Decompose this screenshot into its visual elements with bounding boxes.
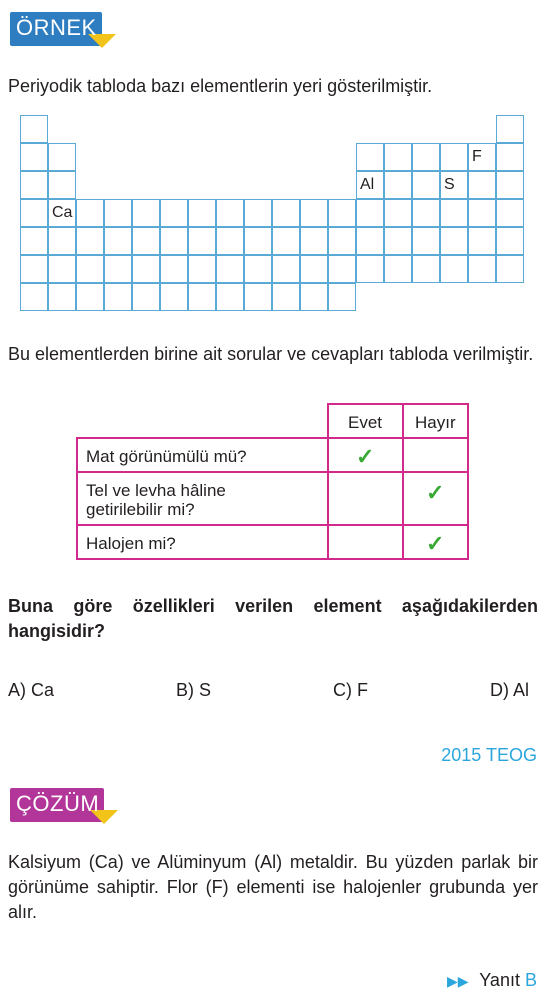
element-label-al: Al bbox=[360, 176, 375, 193]
choice-c[interactable]: C) F bbox=[333, 680, 368, 700]
table-cell bbox=[496, 143, 524, 171]
table-cell bbox=[496, 171, 524, 199]
table-cell bbox=[440, 227, 468, 255]
question-2: Tel ve levha hâline getirilebilir mi? bbox=[86, 481, 226, 519]
table-cell bbox=[76, 255, 104, 283]
table-cell bbox=[328, 199, 356, 227]
table-cell bbox=[132, 283, 160, 311]
table-cell bbox=[244, 283, 272, 311]
table-cell bbox=[468, 199, 496, 227]
table-cell bbox=[48, 171, 76, 199]
table-cell bbox=[356, 199, 384, 227]
solution-badge bbox=[10, 788, 112, 822]
qa-table bbox=[64, 403, 481, 567]
table-cell bbox=[188, 255, 216, 283]
choice-b[interactable]: B) S bbox=[176, 680, 212, 700]
question-3: Halojen mi? bbox=[86, 534, 176, 553]
header-hayir-cell bbox=[402, 403, 469, 439]
table-cell bbox=[412, 255, 440, 283]
table-cell bbox=[412, 143, 440, 171]
answer-prefix: Yanıt bbox=[479, 970, 520, 990]
table-cell bbox=[48, 143, 76, 171]
header-evet-cell bbox=[327, 403, 404, 439]
hayir-cell-1 bbox=[402, 437, 469, 473]
solution-text: Kalsiyum (Ca) ve Alüminyum (Al) metaldir. Bu yüzden parlak bir görünüme sahiptir. Flor (F) elementi ise halojenler grubunda yer alır. bbox=[8, 852, 538, 922]
table-cell bbox=[48, 199, 76, 227]
table-cell bbox=[160, 283, 188, 311]
periodic-table bbox=[15, 110, 529, 318]
table-cell bbox=[356, 143, 384, 171]
table-cell bbox=[132, 255, 160, 283]
table-cell bbox=[48, 283, 76, 311]
table-cell bbox=[132, 227, 160, 255]
table-cell bbox=[48, 227, 76, 255]
table-cell bbox=[384, 171, 412, 199]
table-cell bbox=[216, 199, 244, 227]
evet-cell-1 bbox=[327, 437, 404, 473]
table-cell bbox=[440, 199, 468, 227]
table-cell bbox=[468, 255, 496, 283]
table-cell bbox=[244, 199, 272, 227]
table-cell bbox=[272, 255, 300, 283]
table-cell bbox=[76, 199, 104, 227]
table-cell bbox=[20, 199, 48, 227]
table-cell bbox=[76, 283, 104, 311]
table-cell bbox=[300, 199, 328, 227]
table-cell bbox=[20, 115, 48, 143]
table-cell bbox=[20, 283, 48, 311]
table-cell bbox=[188, 283, 216, 311]
question-text: Buna göre özellikleri verilen element aşağıdakilerden hangisidir? bbox=[8, 596, 538, 641]
header-hayir: Hayır bbox=[415, 413, 456, 432]
question-cell-1 bbox=[76, 437, 329, 473]
table-intro-text: Bu elementlerden birine ait sorular ve cevapları tabloda verilmiştir. bbox=[8, 344, 534, 364]
intro-text: Periyodik tabloda bazı elementlerin yeri gösterilmiştir. bbox=[8, 76, 433, 96]
table-cell bbox=[244, 255, 272, 283]
table-cell bbox=[468, 227, 496, 255]
evet-cell-3 bbox=[327, 524, 404, 560]
choice-d[interactable]: D) Al bbox=[490, 680, 530, 700]
table-cell bbox=[412, 199, 440, 227]
header-evet: Evet bbox=[348, 413, 383, 432]
table-cell bbox=[328, 283, 356, 311]
element-label-f: F bbox=[472, 148, 482, 165]
table-cell bbox=[188, 199, 216, 227]
table-cell bbox=[300, 255, 328, 283]
table-cell bbox=[20, 227, 48, 255]
double-play-icon: ▶▶ bbox=[447, 973, 469, 989]
table-cell bbox=[300, 227, 328, 255]
table-cell bbox=[104, 227, 132, 255]
table-cell bbox=[104, 199, 132, 227]
hayir-cell-2 bbox=[402, 471, 469, 526]
table-cell bbox=[440, 255, 468, 283]
table-cell bbox=[384, 199, 412, 227]
table-cell bbox=[412, 227, 440, 255]
evet-cell-2 bbox=[327, 471, 404, 526]
source-label: 2015 TEOG bbox=[441, 745, 537, 765]
table-cell bbox=[216, 255, 244, 283]
table-cell bbox=[20, 171, 48, 199]
table-cell bbox=[440, 143, 468, 171]
hayir-cell-3 bbox=[402, 524, 469, 560]
table-cell bbox=[496, 199, 524, 227]
answer-letter: B bbox=[524, 970, 537, 990]
table-cell bbox=[496, 227, 524, 255]
check-icon: ✓ bbox=[426, 531, 445, 556]
table-cell bbox=[272, 283, 300, 311]
question-cell-2 bbox=[76, 471, 329, 526]
table-cell bbox=[20, 255, 48, 283]
table-cell bbox=[76, 227, 104, 255]
table-cell bbox=[412, 171, 440, 199]
question-cell-3 bbox=[76, 524, 329, 560]
table-cell bbox=[48, 255, 76, 283]
element-label-ca: Ca bbox=[52, 204, 73, 221]
table-cell bbox=[20, 143, 48, 171]
table-cell bbox=[104, 255, 132, 283]
table-cell bbox=[244, 227, 272, 255]
element-label-s: S bbox=[444, 176, 455, 193]
table-cell bbox=[384, 143, 412, 171]
choice-a[interactable]: A) Ca bbox=[8, 680, 55, 700]
table-cell bbox=[496, 255, 524, 283]
table-cell bbox=[216, 227, 244, 255]
table-cell bbox=[384, 255, 412, 283]
table-cell bbox=[328, 227, 356, 255]
solution-badge-label: ÇÖZÜM bbox=[16, 791, 100, 816]
table-cell bbox=[300, 283, 328, 311]
table-cell bbox=[272, 199, 300, 227]
table-cell bbox=[160, 227, 188, 255]
table-cell bbox=[468, 143, 496, 171]
table-cell bbox=[160, 199, 188, 227]
example-badge-label: ÖRNEK bbox=[16, 15, 97, 40]
example-badge bbox=[10, 12, 112, 46]
table-cell bbox=[188, 227, 216, 255]
question-1: Mat görünümülü mü? bbox=[86, 447, 247, 466]
table-cell bbox=[468, 171, 496, 199]
table-cell bbox=[328, 255, 356, 283]
check-icon: ✓ bbox=[356, 444, 375, 469]
table-cell bbox=[216, 283, 244, 311]
answer-line bbox=[447, 970, 537, 991]
table-cell bbox=[496, 115, 524, 143]
table-cell bbox=[440, 171, 468, 199]
table-cell bbox=[384, 227, 412, 255]
table-cell bbox=[104, 283, 132, 311]
table-cell bbox=[356, 227, 384, 255]
table-cell bbox=[356, 171, 384, 199]
table-cell bbox=[272, 227, 300, 255]
table-cell bbox=[356, 255, 384, 283]
table-cell bbox=[160, 255, 188, 283]
table-cell bbox=[132, 199, 160, 227]
check-icon: ✓ bbox=[426, 480, 445, 505]
